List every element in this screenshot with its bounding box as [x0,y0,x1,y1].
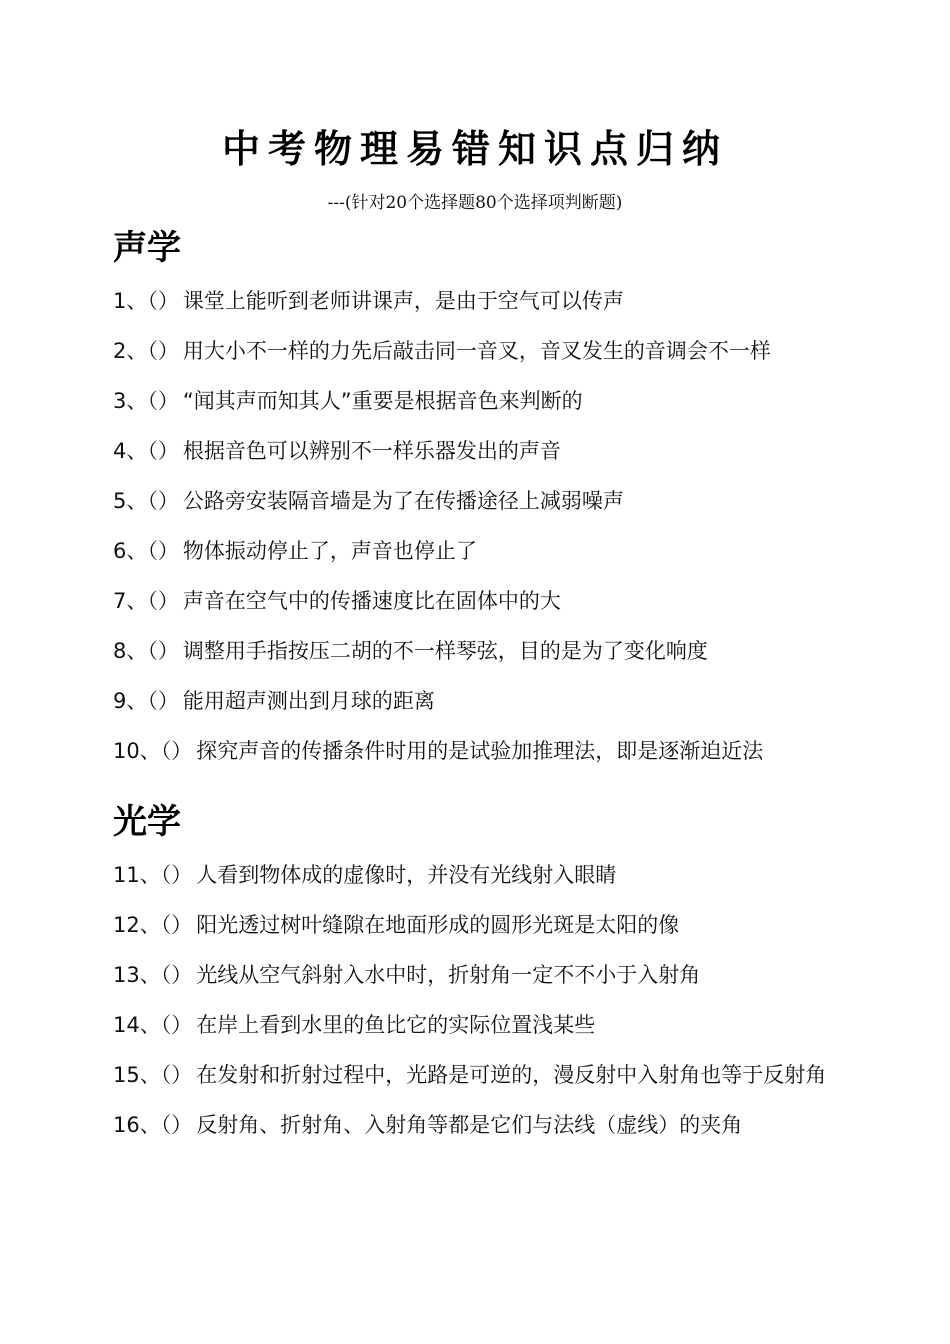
answer-blank: （） [147,689,179,713]
item-number: 14、 [113,1013,161,1037]
list-item [113,1050,873,1100]
question-list [113,276,873,776]
item-text: 公路旁安装隔音墙是为了在传播途径上减弱噪声 [182,489,624,513]
item-number: 16、 [113,1113,161,1137]
item-number: 12、 [113,913,161,937]
list-item [113,426,873,476]
answer-blank: （） [160,739,193,763]
list-item [113,950,873,1000]
list-item [113,526,873,576]
item-text: 根据音色可以辨别不一样乐器发出的声音 [182,439,561,463]
item-text: 在岸上看到水里的鱼比它的实际位置浅某些 [196,1013,596,1037]
answer-blank: （） [160,1013,193,1037]
item-text: 在发射和折射过程中，光路是可逆的，漫反射中入射角也等于反射角 [196,1063,827,1087]
section-acoustics [113,226,873,776]
answer-blank: （） [147,389,179,413]
item-text: 物体振动停止了，声音也停止了 [182,539,477,563]
item-number: 7、 [113,589,148,613]
item-text: 探究声音的传播条件时用的是试验加推理法，即是逐渐迫近法 [196,739,764,763]
item-number: 6、 [113,539,148,563]
list-item [113,726,873,776]
list-item [113,900,873,950]
item-number: 2、 [113,339,148,363]
list-item [113,476,873,526]
item-number: 1、 [113,289,148,313]
answer-blank: （） [147,489,179,513]
list-item [113,676,873,726]
answer-blank: （） [160,863,193,887]
list-item [113,1000,873,1050]
item-text: 声音在空气中的传播速度比在固体中的大 [182,589,561,613]
item-number: 10、 [113,739,161,763]
item-number: 3、 [113,389,148,413]
item-text: 人看到物体成的虚像时，并没有光线射入眼睛 [196,863,617,887]
answer-blank: （） [147,639,179,663]
page-subtitle: ---(针对20个选择题80个选择项判断题) [327,193,623,213]
question-list [113,850,873,1150]
answer-blank: （） [160,1063,193,1087]
answer-blank: （） [147,289,179,313]
item-text: 反射角、折射角、入射角等都是它们与法线（虚线）的夹角 [196,1113,743,1137]
item-number: 8、 [113,639,148,663]
list-item [113,376,873,426]
answer-blank: （） [147,439,179,463]
list-item [113,276,873,326]
item-text: 用大小不一样的力先后敲击同一音叉，音叉发生的音调会不一样 [182,339,771,363]
answer-blank: （） [147,539,179,563]
item-text: 阳光透过树叶缝隙在地面形成的圆形光斑是太阳的像 [196,913,680,937]
answer-blank: （） [147,589,179,613]
item-number: 15、 [113,1063,161,1087]
item-text: 光线从空气斜射入水中时，折射角一定不不小于入射角 [196,963,701,987]
section-heading: 声学 [113,228,181,268]
answer-blank: （） [160,1113,193,1137]
item-number: 5、 [113,489,148,513]
answer-blank: （） [160,963,193,987]
list-item [113,850,873,900]
page-title: 中考物理易错知识点归纳 [221,126,728,171]
item-text: “闻其声而知其人”重要是根据音色来判断的 [182,389,583,413]
item-number: 13、 [113,963,161,987]
item-number: 11、 [113,863,161,887]
item-number: 9、 [113,689,148,713]
list-item [113,1100,873,1150]
section-heading: 光学 [113,802,181,842]
answer-blank: （） [160,913,193,937]
item-text: 调整用手指按压二胡的不一样琴弦，目的是为了变化响度 [182,639,708,663]
item-text: 课堂上能听到老师讲课声，是由于空气可以传声 [182,289,624,313]
list-item [113,576,873,626]
answer-blank: （） [147,339,179,363]
item-number: 4、 [113,439,148,463]
item-text: 能用超声测出到月球的距离 [182,689,435,713]
list-item [113,326,873,376]
section-optics [113,800,873,1150]
list-item [113,626,873,676]
